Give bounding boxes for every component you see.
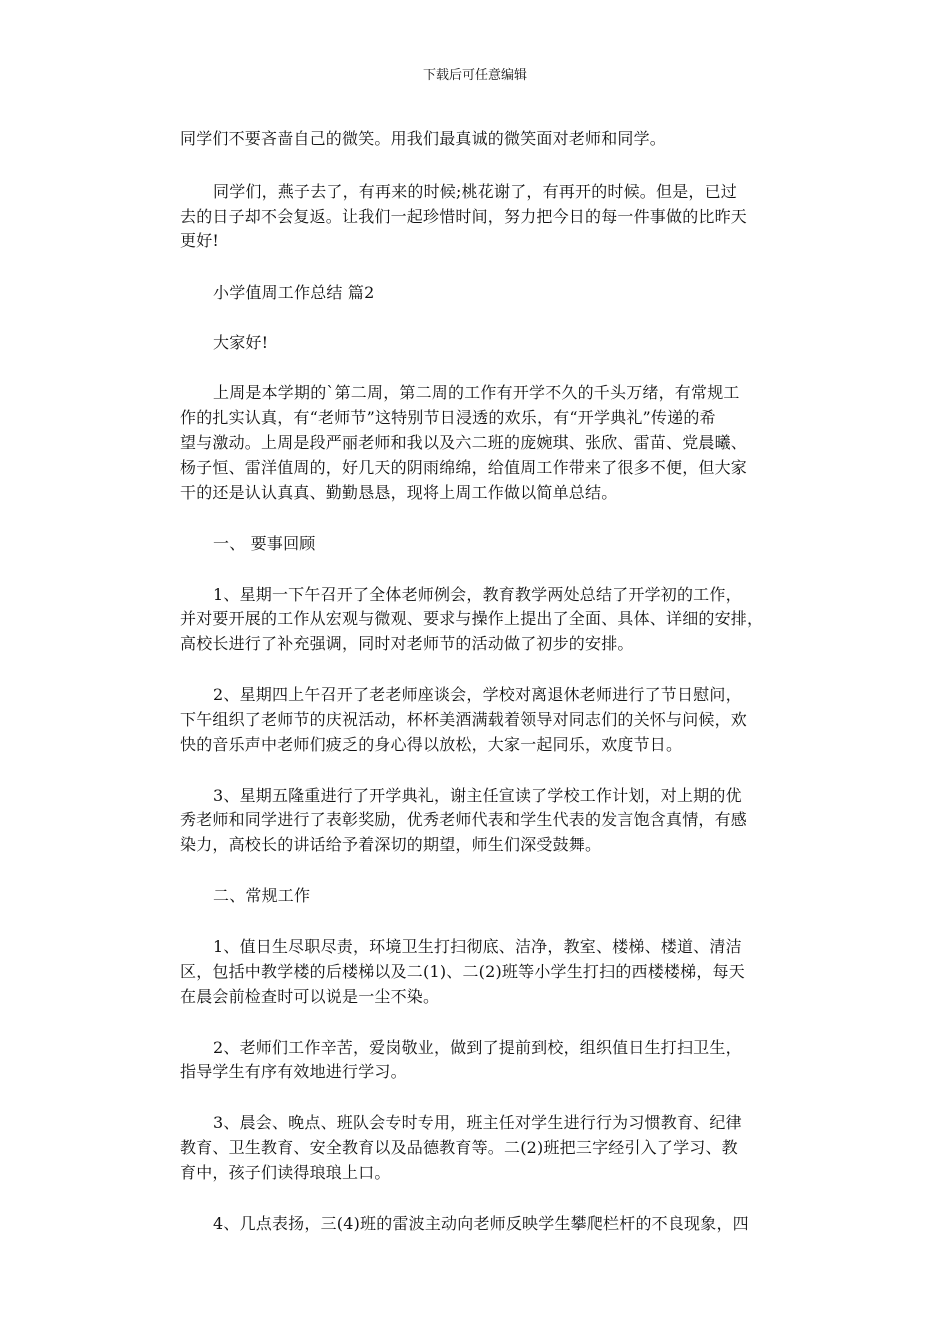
paragraph-line: 2、星期四上午召开了老老师座谈会，学校对离退休老师进行了节日慰问， — [213, 685, 742, 704]
paragraph-line: 同学们不要吝啬自己的微笑。用我们最真诚的微笑面对老师和同学。 — [180, 129, 667, 148]
section-heading: 二、常规工作 — [213, 886, 311, 905]
paragraph-line: 3、晨会、晚点、班队会专时专用，班主任对学生进行行为习惯教育、纪律 — [213, 1113, 742, 1132]
paragraph-line: 2、老师们工作辛苦，爱岗敬业，做到了提前到校，组织值日生打扫卫生， — [213, 1038, 742, 1057]
paragraph-line: 下午组织了老师节的庆祝活动，杯杯美酒满载着领导对同志们的关怀与问候，欢 — [180, 710, 748, 729]
paragraph-line: 干的还是认认真真、勤勤恳恳，现将上周工作做以简单总结。 — [180, 483, 618, 502]
paragraph-line: 区，包括中教学楼的后楼梯以及二(1)、二(2)班等小学生打扫的西楼楼梯，每天 — [180, 962, 745, 981]
paragraph-line: 在晨会前检查时可以说是一尘不染。 — [180, 987, 440, 1006]
paragraph-line: 上周是本学期的`第二周，第二周的工作有开学不久的千头万绪，有常规工 — [213, 383, 740, 402]
paragraph-line: 育中，孩子们读得琅琅上口。 — [180, 1163, 391, 1182]
paragraph-line: 望与激动。上周是段严丽老师和我以及六二班的庞婉琪、张欣、雷苗、党晨曦、 — [180, 433, 748, 452]
paragraph-line: 1、值日生尽职尽责，环境卫生打扫彻底、洁净，教室、楼梯、楼道、清洁 — [213, 937, 742, 956]
paragraph-line: 教育、卫生教育、安全教育以及品德教育等。二(2)班把三字经引入了学习、教 — [180, 1138, 738, 1157]
page-header: 下载后可任意编辑 — [422, 68, 527, 83]
paragraph-line: 大家好! — [213, 333, 269, 352]
paragraph-line: 更好! — [180, 231, 220, 250]
paragraph-line: 指导学生有序有效地进行学习。 — [180, 1062, 407, 1081]
section-heading: 一、 要事回顾 — [213, 534, 316, 553]
paragraph-line: 染力，高校长的讲话给予着深切的期望，师生们深受鼓舞。 — [180, 835, 602, 854]
paragraph-line: 3、星期五隆重进行了开学典礼，谢主任宣读了学校工作计划，对上期的优 — [213, 786, 742, 805]
paragraph-line: 快的音乐声中老师们疲乏的身心得以放松，大家一起同乐，欢度节日。 — [180, 735, 683, 754]
paragraph-line: 秀老师和同学进行了表彰奖励，优秀老师代表和学生代表的发言饱含真情，有感 — [180, 810, 748, 829]
section-title: 小学值周工作总结 篇2 — [213, 283, 375, 302]
paragraph-line: 作的扎实认真，有“老师节”这特别节日浸透的欢乐，有“开学典礼”传递的希 — [180, 408, 716, 427]
paragraph-line: 高校长进行了补充强调，同时对老师节的活动做了初步的安排。 — [180, 634, 634, 653]
paragraph-line: 去的日子却不会复返。让我们一起珍惜时间，努力把今日的每一件事做的比昨天 — [180, 207, 748, 226]
paragraph-line: 4、几点表扬，三(4)班的雷波主动向老师反映学生攀爬栏杆的不良现象，四 — [213, 1214, 749, 1233]
paragraph-line: 同学们，燕子去了，有再来的时候;桃花谢了，有再开的时候。但是，已过 — [213, 182, 737, 201]
paragraph-line: 并对要开展的工作从宏观与微观、要求与操作上提出了全面、具体、详细的安排， — [180, 609, 764, 628]
paragraph-line: 1、星期一下午召开了全体老师例会，教育教学两处总结了开学初的工作， — [213, 585, 742, 604]
paragraph-line: 杨子恒、雷洋值周的，好几天的阴雨绵绵，给值周工作带来了很多不便，但大家 — [180, 458, 748, 477]
